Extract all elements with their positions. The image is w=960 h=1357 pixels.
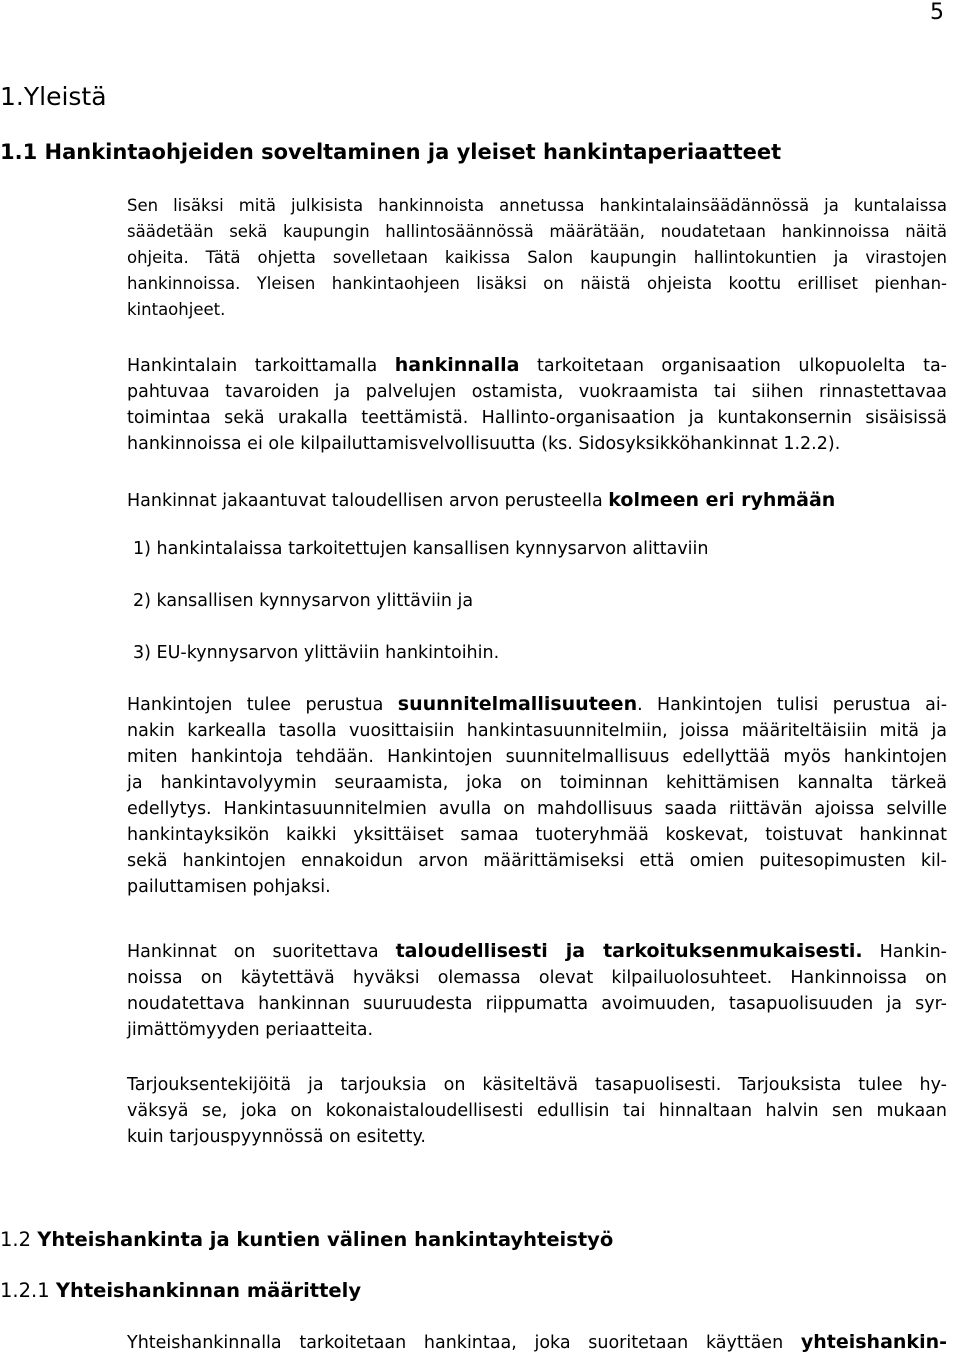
paragraph-line: kuin tarjouspyynnössä on esitetty. xyxy=(127,1127,426,1147)
paragraph-line: Sen lisäksi mitä julkisista hankinnoista annetussa hankintalainsäädännössä ja kuntalaissa xyxy=(127,196,947,215)
paragraph-procurement-definition xyxy=(127,352,947,457)
emphasis-text: hankinnalla xyxy=(394,354,520,376)
paragraph-groups-intro xyxy=(127,487,947,514)
paragraph-line xyxy=(127,691,947,718)
text-run: tarkoitetaan organisaation ulkopuolelta ta- xyxy=(519,356,947,376)
text-run: Hankinnat on suoritettava xyxy=(127,942,396,962)
paragraph-line: toimintaa sekä urakalla teettämistä. Hallinto-organisaation ja kuntakonsernin sisäisissä xyxy=(127,408,947,428)
paragraph-scope xyxy=(127,193,947,323)
text-run: . Hankintojen tulisi perustua ai- xyxy=(637,695,948,715)
heading-title: Yhteishankinta ja kuntien välinen hankintayhteistyö xyxy=(37,1228,614,1251)
paragraph-line: väksyä se, joka on kokonaistaloudellisesti edullisin tai hinnaltaan halvin sen mukaan xyxy=(127,1101,947,1121)
heading-1: 1.Yleistä xyxy=(0,82,107,111)
paragraph-line: noudatettava hankinnan suuruudesta riippumatta avoimuuden, tasapuolisuuden ja syr- xyxy=(127,994,947,1014)
text-run: Yhteishankinnalla tarkoitetaan hankintaa, joka suoritetaan käyttäen xyxy=(127,1333,801,1353)
paragraph-line: hankintayksikön kaikki yksittäiset samaa tuoteryhmää koskevat, toistuvat hankinnat xyxy=(127,825,947,845)
paragraph-line xyxy=(127,938,947,965)
heading-1-1: 1.1 Hankintaohjeiden soveltaminen ja yleiset hankintaperiaatteet xyxy=(0,140,782,164)
emphasis-text: yhteishankin- xyxy=(800,1331,947,1353)
paragraph-line: jimättömyyden periaatteita. xyxy=(127,1020,374,1040)
emphasis-text: suunnitelmallisuuteen xyxy=(397,693,638,715)
emphasis-text: kolmeen eri ryhmään xyxy=(608,489,836,511)
paragraph-line: Tarjouksentekijöitä ja tarjouksia on käsiteltävä tasapuolisesti. Tarjouksista tulee hy- xyxy=(127,1075,947,1095)
paragraph-line xyxy=(127,1329,947,1356)
text-run: Hankinnat jakaantuvat taloudellisen arvon perusteella xyxy=(127,491,609,511)
paragraph-line: hankinnoissa ei ole kilpailuttamisvelvollisuutta (ks. Sidosyksikköhankinnat 1.2.2). xyxy=(127,434,841,454)
heading-1-2-1 xyxy=(0,1279,361,1302)
paragraph-line: pahtuvaa tavaroiden ja palvelujen ostamista, vuokraamista tai siihen rinnastettavaa xyxy=(127,382,947,402)
paragraph-line xyxy=(127,487,947,514)
heading-number: 1.2.1 xyxy=(0,1279,56,1302)
list-item: 1) hankintalaissa tarkoitettujen kansallisen kynnysarvon alittaviin xyxy=(133,539,709,559)
paragraph-economic xyxy=(127,938,947,1043)
list-item: 3) EU-kynnysarvon ylittäviin hankintoihin. xyxy=(133,643,500,663)
paragraph-line: noissa on käytettävä hyväksi olemassa olevat kilpailuolosuhteet. Hankinnoissa on xyxy=(127,968,947,988)
paragraph-line: säädetään sekä kaupungin hallintosäännössä määrätään, noudatetaan hankinnoissa näitä xyxy=(127,222,947,241)
text-run: Hankin- xyxy=(862,942,947,962)
paragraph-line: ohjeita. Tätä ohjetta sovelletaan kaikissa Salon kaupungin hallintokuntien ja virastojen xyxy=(127,248,947,267)
paragraph-line: hankinnoissa. Yleisen hankintaohjeen lisäksi on näistä ohjeista koottu erilliset pienhan- xyxy=(127,274,947,293)
page-number: 5 xyxy=(930,0,944,25)
paragraph-line: pailuttamisen pohjaksi. xyxy=(127,877,331,897)
heading-1-2 xyxy=(0,1228,613,1251)
paragraph-line: miten hankintoja tehdään. Hankintojen suunnitelmallisuus edellyttää myös hankintojen xyxy=(127,747,947,767)
paragraph-line: kintaohjeet. xyxy=(127,300,226,319)
list-item: 2) kansallisen kynnysarvon ylittäviin ja xyxy=(133,591,474,611)
paragraph-planning xyxy=(127,691,947,900)
text-run: Hankintalain tarkoittamalla xyxy=(127,356,395,376)
heading-title: Yhteishankinnan määrittely xyxy=(55,1279,362,1302)
paragraph-line: sekä hankintojen ennakoidun arvon määrittämiseksi että omien puitesopimusten kil- xyxy=(127,851,947,871)
paragraph-line: ja hankintavolyymin seuraamista, joka on toiminnan kehittämisen kannalta tärkeä xyxy=(127,773,947,793)
paragraph-line: edellytys. Hankintasuunnitelmien avulla on mahdollisuus saada riittävän ajoissa selville xyxy=(127,799,947,819)
paragraph-tenders xyxy=(127,1072,947,1150)
paragraph-line: nakin karkealla tasolla vuosittaisiin hankintasuunnitelmiin, joissa määriteltäisiin mitä ja xyxy=(127,721,947,741)
paragraph-joint-procurement xyxy=(127,1329,947,1356)
text-run: Hankintojen tulee perustua xyxy=(127,695,398,715)
emphasis-text: taloudellisesti ja tarkoituksenmukaisesti. xyxy=(395,940,863,962)
paragraph-line xyxy=(127,352,947,379)
heading-number: 1.2 xyxy=(0,1228,38,1251)
